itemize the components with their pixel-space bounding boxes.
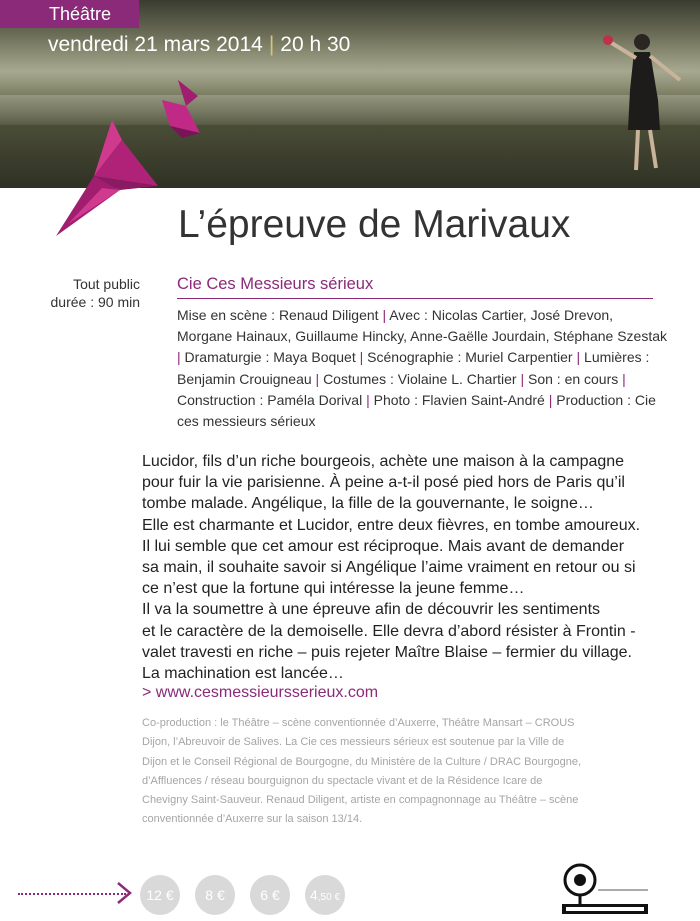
credit-item: Dramaturgie : Maya Boquet [184,349,356,366]
company-logo [558,860,650,918]
synopsis-line: pour fuir la vie parisienne. À peine a-t-il posé pied hors de Paris qu’il [142,474,625,492]
price-badge [140,875,180,915]
synopsis [142,451,700,684]
price-value: 12 € [146,887,174,903]
credit-item: Son : en cours [527,370,619,387]
event-date [48,33,350,57]
price-value: 8 € [205,887,225,903]
price-badge [195,875,235,915]
synopsis-line: Il va la soumettre à une épreuve afin de découvrir les sentiments [142,601,601,619]
chevron-right-icon [115,880,135,906]
coproduction-line: Dijon et le Conseil Régional de Bourgogne, du Ministère de la Culture / DRAC Bourgogne, [142,755,582,768]
synopsis-line: La machination est lancée… [142,665,344,683]
synopsis-line: ce n’est que la fortune qui intéresse la jeune femme… [142,580,525,598]
price-value: 6 € [260,887,280,903]
dotted-leader [18,893,126,895]
audience-label: Tout public [73,276,140,292]
synopsis-line: Il lui semble que cet amour est réciproque. Mais avant de demander [142,537,625,555]
synopsis-line: tombe malade. Angélique, la fille de la gouvernante, le soigne… [142,495,594,513]
coproduction-line: Dijon, l’Abreuvoir de Salives. La Cie ces messieurs sérieux est soutenue par la Ville de [142,736,565,749]
credit-item: Scénographie : Muriel Carpentier [367,349,573,366]
coproduction-line: d’Affluences / réseau bourguignon du spectacle vivant et de la Résidence Icare de [142,774,543,787]
page-title: L’épreuve de Marivaux [178,203,571,246]
credit-item: Production : Cie ces messieurs sérieux [177,391,656,430]
company-name: Cie Ces Messieurs sérieux [177,275,653,299]
coproduction-line: Chevigny Saint-Sauveur. Renaud Diligent, artiste en compagnonnage au Théâtre – scène [142,794,579,807]
synopsis-line: sa main, il souhaite savoir si Angélique l’aime vraiment en retour ou si [142,559,636,577]
synopsis-line: valet travesti en riche – puis rejeter Maître Blaise – fermier du village. [142,643,632,661]
audience-info [40,275,140,311]
website-link[interactable]: > www.cesmessieursserieux.com [142,684,379,701]
credit-item: Avec : Nicolas Cartier, José Drevon, Morgane Hainaux, Guillaume Hincky, Anne-Gaëlle Jourdain, Stéphane Szestak [177,307,668,345]
time-text: 20 h 30 [280,33,351,56]
price-cents: ,50 € [317,892,341,903]
price-badge [305,875,345,915]
woman-figure-illustration [600,20,690,180]
synopsis-line: Lucidor, fils d’un riche bourgeois, achète une maison à la campagne [142,453,625,470]
category-tag: Théâtre [0,0,139,28]
credit-item: Costumes : Violaine L. Chartier [323,370,517,387]
coproduction-line: conventionnée d’Auxerre sur la saison 13/14. [142,813,363,826]
coproduction-notice [142,714,622,830]
synopsis-line: Elle est charmante et Lucidor, entre deux fièvres, en tombe amoureux. [142,516,641,534]
date-separator: | [268,33,275,56]
date-text: vendredi 21 mars 2014 [48,33,263,56]
credit-item: Photo : Flavien Saint-André [373,391,545,408]
price-value: 4 [309,887,318,903]
synopsis-line: et le caractère de la demoiselle. Elle devra d’abord résister à Frontin - [142,622,636,640]
duration-label: durée : 90 min [50,294,140,310]
credit-item: Lumières : Benjamin Crouigneau [177,349,650,387]
credit-item: Construction : Paméla Dorival [177,391,363,408]
price-badge [250,875,290,915]
credit-item: Mise en scène : Renaud Diligent [177,307,379,323]
coproduction-line: Co-production : le Théâtre – scène conventionnée d’Auxerre, Théâtre Mansart – CROUS [142,717,575,729]
credits-block: Mise en scène : Renaud Diligent | Avec : Nicolas Cartier, José Drevon, Morgane Hainaux, Guillaume Hincky, Anne-Gaëlle Jourdain, Stéphane Szestak | Dramaturgie : Maya Boquet | Scénographie : Muriel Carpentier | Lumières : Benjamin Crouigneau | Costumes : Violaine L. Chartier | Son : en cours | Construction : Paméla Dorival | Photo : Flavien Saint-André | Production : Cie ces messieurs sérieux [177,307,668,430]
